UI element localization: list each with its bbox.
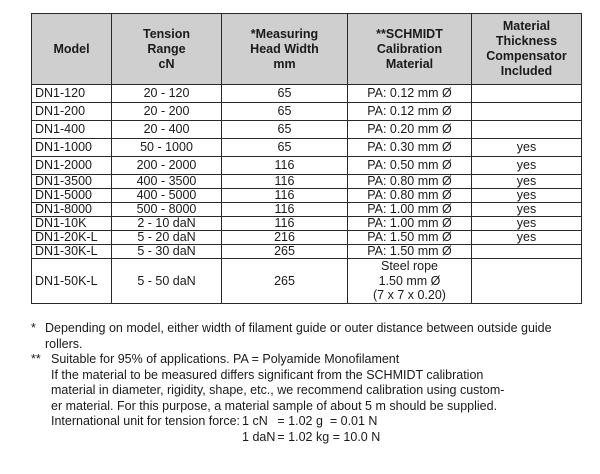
header-line: Compensator (486, 49, 567, 63)
cell-range: 400 - 5000 (112, 189, 222, 203)
header-line: Head Width (250, 41, 319, 56)
cell-model: DN1-120 (32, 85, 112, 103)
cell-width: 265 (222, 259, 348, 304)
cell-width: 65 (222, 85, 348, 103)
cell-width: 116 (222, 175, 348, 189)
cell-range: 5 - 30 daN (112, 245, 222, 259)
header-line: Tension (143, 26, 190, 41)
cell-range: 5 - 50 daN (112, 259, 222, 304)
header-thickness-compensator (472, 14, 582, 85)
header-line: *Measuring (250, 26, 319, 41)
cell-width: 265 (222, 245, 348, 259)
cell-model: DN1-10K (32, 217, 112, 231)
header-line: Material (385, 56, 434, 71)
unit-value: 1 cN (242, 414, 268, 428)
table-row (32, 203, 582, 217)
table-row (32, 121, 582, 139)
material-line: 1.50 mm Ø (378, 273, 441, 288)
footnote-text: Depending on model, either width of filament guide or outer distance between outside guide rollers. (45, 321, 552, 351)
table-row (32, 103, 582, 121)
cell-range: 2 - 10 daN (112, 217, 222, 231)
cell-width: 116 (222, 217, 348, 231)
footnote-line: material in diameter, rigidity, shape, etc., we recommend calibration using custom- (51, 383, 505, 397)
header-line: Model (53, 41, 90, 56)
cell-range: 400 - 3500 (112, 175, 222, 189)
cell-compensator: yes (472, 217, 582, 231)
cell-material: PA: 1.50 mm Ø (348, 245, 472, 259)
units-label: International unit for tension force: (51, 414, 241, 428)
table-row (32, 175, 582, 189)
unit-newtons: = 0.01 N (329, 414, 378, 428)
footnote-line: Suitable for 95% of applications. PA = Polyamide Monofilament (51, 352, 400, 366)
cell-model: DN1-30K-L (32, 245, 112, 259)
cell-compensator: yes (472, 189, 582, 203)
footnote-marker: * (31, 321, 36, 335)
footnote-2 (31, 352, 591, 445)
header-line: cN (158, 56, 175, 71)
cell-model: DN1-8000 (32, 203, 112, 217)
cell-width: 216 (222, 231, 348, 245)
header-line: Calibration (376, 41, 443, 56)
specification-table (31, 13, 582, 304)
cell-compensator: yes (472, 157, 582, 175)
table-row (32, 231, 582, 245)
header-line: Range (147, 41, 186, 56)
cell-material: PA: 1.00 mm Ø (348, 217, 472, 231)
cell-model: DN1-3500 (32, 175, 112, 189)
cell-compensator (472, 259, 582, 304)
table-row (32, 189, 582, 203)
cell-model: DN1-5000 (32, 189, 112, 203)
unit-newtons: = 10.0 N (332, 429, 381, 444)
cell-compensator (472, 121, 582, 139)
header-line: mm (273, 56, 296, 71)
cell-range: 5 - 20 daN (112, 231, 222, 245)
table-row (32, 139, 582, 157)
unit-kilograms: = 1.02 kg (277, 429, 330, 444)
cell-compensator (472, 103, 582, 121)
header-calibration-material (348, 14, 472, 85)
cell-material: PA: 0.12 mm Ø (348, 103, 472, 121)
unit-conversion (51, 414, 591, 445)
cell-compensator (472, 245, 582, 259)
cell-model: DN1-1000 (32, 139, 112, 157)
cell-compensator (472, 85, 582, 103)
cell-material: PA: 0.80 mm Ø (348, 175, 472, 189)
header-line: Material (502, 19, 551, 33)
cell-model: DN1-50K-L (32, 259, 112, 304)
units-spacer (51, 430, 240, 446)
cell-range: 200 - 2000 (112, 157, 222, 175)
table-row (32, 217, 582, 231)
header-model (32, 14, 112, 85)
unit-value: 1 daN (242, 429, 276, 444)
cell-width: 65 (222, 139, 348, 157)
footnote-marker: ** (31, 352, 41, 366)
cell-range: 20 - 120 (112, 85, 222, 103)
footnote-line: er material. For this purpose, a material sample of about 5 m should be supplied. (51, 398, 498, 413)
unit-grams: = 1.02 g (277, 414, 323, 428)
cell-model: DN1-400 (32, 121, 112, 139)
cell-material: PA: 0.20 mm Ø (348, 121, 472, 139)
cell-width: 65 (222, 103, 348, 121)
cell-range: 50 - 1000 (112, 139, 222, 157)
cell-width: 116 (222, 157, 348, 175)
cell-compensator: yes (472, 203, 582, 217)
header-measuring-head-width (222, 14, 348, 85)
footnote-body (51, 352, 591, 445)
cell-compensator: yes (472, 139, 582, 157)
cell-compensator: yes (472, 175, 582, 189)
table-row (32, 259, 582, 304)
table-row (32, 85, 582, 103)
cell-material: PA: 1.50 mm Ø (348, 231, 472, 245)
cell-material (348, 259, 472, 304)
table-header-row (32, 14, 582, 85)
cell-range: 500 - 8000 (112, 203, 222, 217)
cell-model: DN1-20K-L (32, 231, 112, 245)
unit-equation (277, 430, 591, 446)
footnote-line: If the material to be measured differs significant from the SCHMIDT calibration (51, 367, 484, 382)
cell-material: PA: 0.50 mm Ø (348, 157, 472, 175)
table-row (32, 157, 582, 175)
cell-model: DN1-200 (32, 103, 112, 121)
footnotes (31, 321, 591, 445)
cell-compensator: yes (472, 231, 582, 245)
cell-width: 65 (222, 121, 348, 139)
cell-material: PA: 0.80 mm Ø (348, 189, 472, 203)
cell-range: 20 - 400 (112, 121, 222, 139)
table-row (32, 245, 582, 259)
material-line: (7 x 7 x 0.20) (373, 288, 446, 303)
cell-material: PA: 0.12 mm Ø (348, 85, 472, 103)
header-line: Thickness (495, 34, 558, 48)
cell-width: 116 (222, 189, 348, 203)
cell-material: PA: 0.30 mm Ø (348, 139, 472, 157)
header-line: Included (500, 64, 553, 78)
cell-material: PA: 1.00 mm Ø (348, 203, 472, 217)
cell-range: 20 - 200 (112, 103, 222, 121)
footnote-1 (31, 321, 591, 352)
header-line: **SCHMIDT (376, 26, 443, 41)
unit-equation (277, 414, 591, 430)
cell-model: DN1-2000 (32, 157, 112, 175)
cell-width: 116 (222, 203, 348, 217)
header-tension-range (112, 14, 222, 85)
material-line: Steel rope (381, 259, 438, 274)
